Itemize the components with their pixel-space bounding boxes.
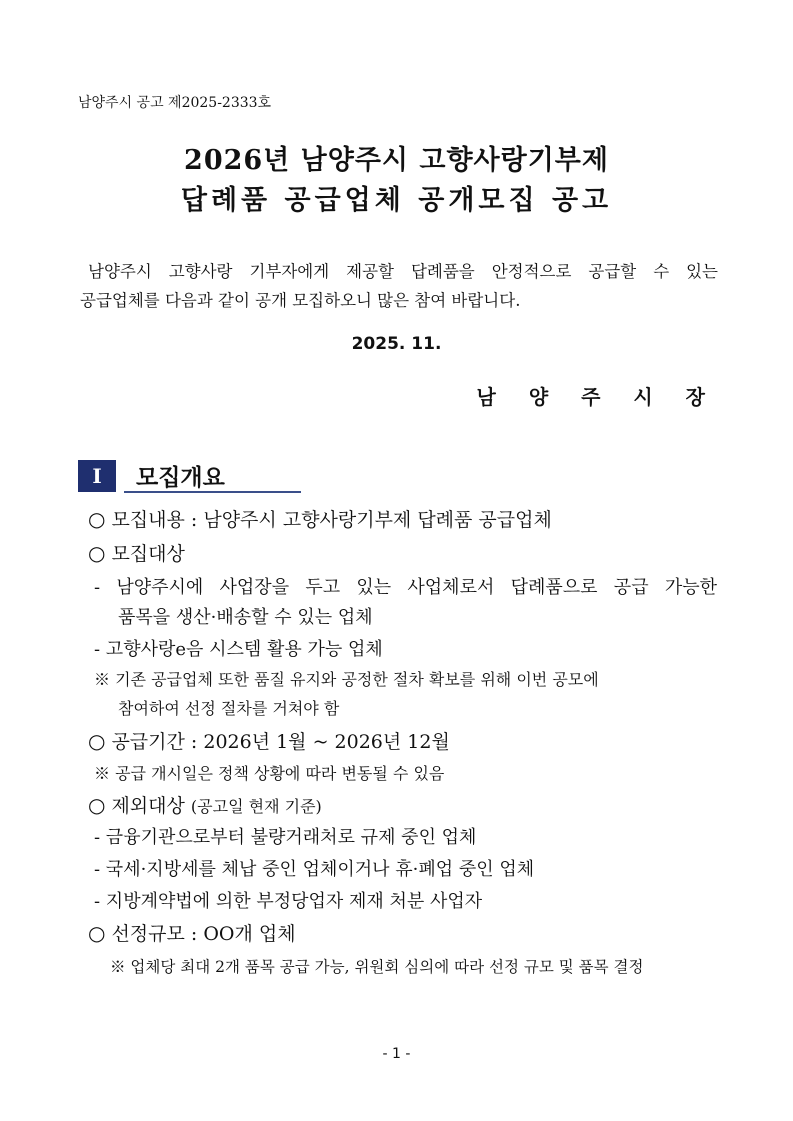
item-target: ○ 모집대상 (88, 541, 185, 565)
circle-bullet-icon: ○ (88, 507, 106, 531)
title-line-2: 답례품 공급업체 공개모집 공고 (180, 185, 613, 216)
circle-bullet-icon: ○ (88, 921, 106, 945)
excluded-detail-2: - 국세·지방세를 체납 중인 업체이거나 휴·폐업 중인 업체 (94, 859, 535, 880)
excluded-detail-1: - 금융기관으로부터 불량거래처로 규제 중인 업체 (94, 827, 477, 848)
notice-number: 남양주시 공고 제2025-2333호 (78, 95, 272, 111)
issuer: 남 양 주 시 장 (476, 385, 718, 409)
item-scale: ○ 선정규모 : OO개 업체 (88, 921, 296, 945)
intro-line-2: 공급업체를 다음과 같이 공개 모집하오니 많은 참여 바랍니다. (80, 291, 521, 310)
item-period: ○ 공급기간 : 2026년 1월 ~ 2026년 12월 (88, 729, 450, 753)
item-excluded: ○ 제외대상 (공고일 현재 기준) (88, 793, 322, 817)
section-title: 모집개요 (136, 464, 225, 491)
target-detail-1a: - 남양주시에 사업장을 두고 있는 사업체로서 답례품으로 공급 가능한 (94, 577, 717, 598)
excluded-detail-3: - 지방계약법에 의한 부정당업자 제재 처분 사업자 (94, 891, 483, 912)
section-number-badge: I (78, 460, 116, 492)
scale-note: ※ 업체당 최대 2개 품목 공급 가능, 위원회 심의에 따라 선정 규모 및 품목 결정 (110, 958, 644, 976)
circle-bullet-icon: ○ (88, 541, 106, 565)
intro-line-1: 남양주시 고향사랑 기부자에게 제공할 답례품을 안정적으로 공급할 수 있는 (88, 262, 718, 281)
notice-date: 2025. 11. (351, 334, 442, 354)
target-detail-1b: 품목을 생산·배송할 수 있는 업체 (118, 607, 373, 628)
target-note-b: 참여하여 선정 절차를 거쳐야 함 (118, 699, 340, 718)
circle-bullet-icon: ○ (88, 793, 106, 817)
circle-bullet-icon: ○ (88, 729, 106, 753)
title-line-1: 2026년 남양주시 고향사랑기부제 (184, 145, 609, 176)
page-number: - 1 - (382, 1046, 411, 1062)
target-note-a: ※ 기존 공급업체 또한 품질 유지와 공정한 절차 확보를 위해 이번 공모에 (94, 670, 599, 689)
item-content: ○ 모집내용 : 남양주시 고향사랑기부제 답례품 공급업체 (88, 507, 552, 531)
target-detail-2: - 고향사랑e음 시스템 활용 가능 업체 (94, 639, 383, 660)
period-note: ※ 공급 개시일은 정책 상황에 따라 변동될 수 있음 (94, 764, 445, 783)
section-underline (124, 491, 301, 493)
